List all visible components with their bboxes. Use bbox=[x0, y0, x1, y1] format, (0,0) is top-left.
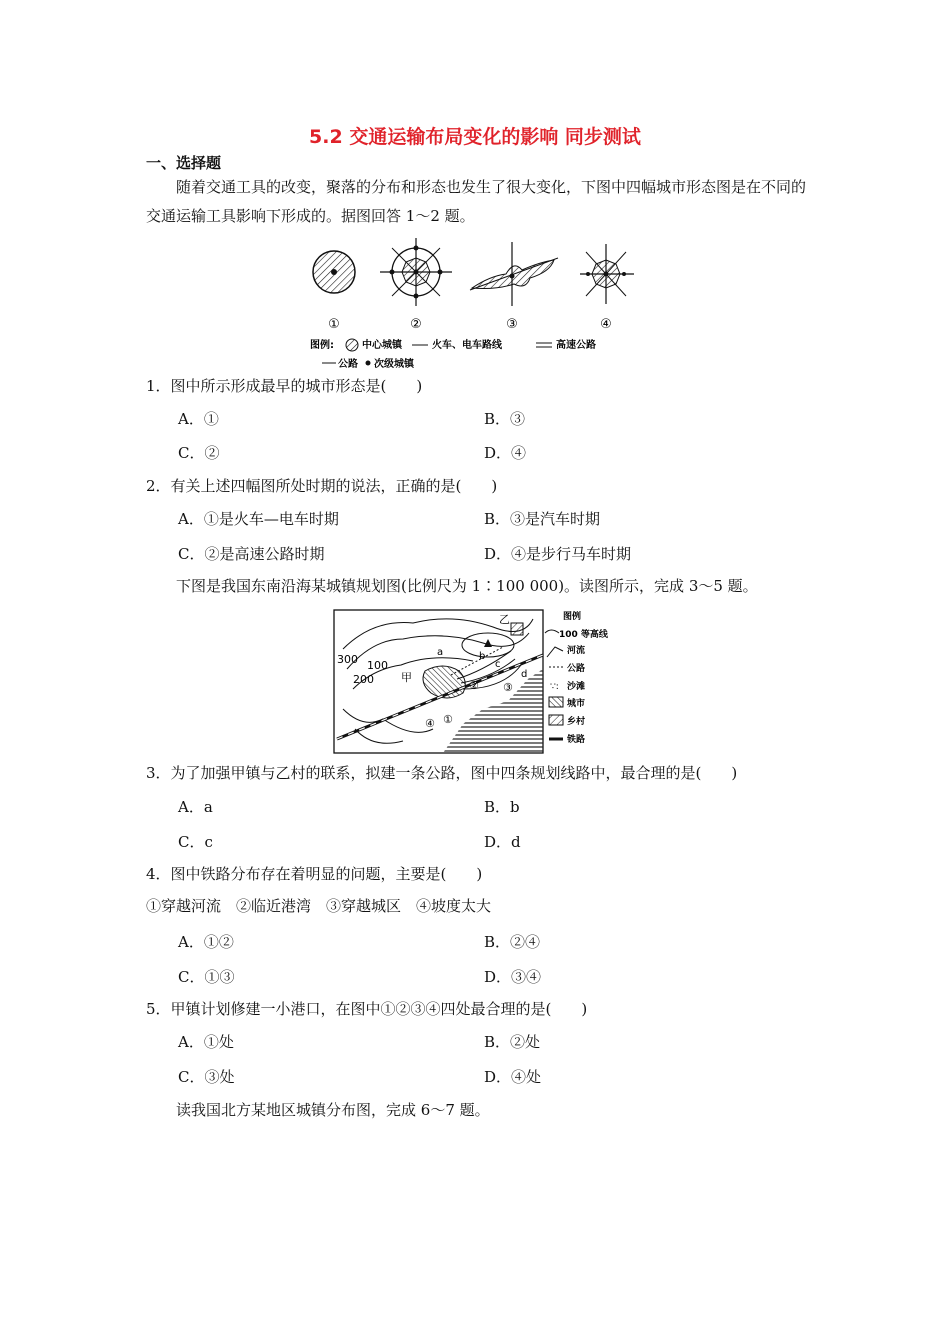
contour-100: 100 bbox=[367, 659, 388, 672]
q2-option-a[interactable]: A．①是火车—电车时期 bbox=[178, 510, 339, 528]
q5-option-b[interactable]: B．②处 bbox=[484, 1033, 541, 1051]
legend-city: 城市 bbox=[567, 699, 586, 709]
q1-option-c[interactable]: C．② bbox=[178, 444, 220, 462]
page-title: 5.2 交通运输布局变化的影响 同步测试 bbox=[309, 126, 641, 148]
question-1: 1．图中所示形成最早的城市形态是( ) bbox=[146, 377, 423, 395]
intro-paragraph-3: 读我国北方某地区城镇分布图，完成 6～7 题。 bbox=[176, 1101, 490, 1119]
legend-road-2: 公路 bbox=[567, 664, 586, 674]
city-form-2 bbox=[380, 238, 452, 306]
sand-dots-icon: ∵: bbox=[550, 682, 559, 692]
legend-center-town: 中心城镇 bbox=[362, 340, 402, 351]
q4-option-c[interactable]: C．①③ bbox=[178, 968, 235, 986]
form-label-1: ① bbox=[328, 317, 340, 332]
route-d-label: d bbox=[521, 669, 528, 680]
question-4-statements: ①穿越河流 ②临近港湾 ③穿越城区 ④坡度太大 bbox=[146, 897, 492, 915]
city-form-3 bbox=[470, 242, 558, 306]
route-c-label: c bbox=[495, 659, 501, 670]
question-5: 5．甲镇计划修建一小港口，在图中①②③④四处最合理的是( ) bbox=[146, 1000, 588, 1018]
contour-300: 300 bbox=[337, 653, 358, 666]
legend-river: 河流 bbox=[567, 646, 586, 656]
q3-option-b[interactable]: B．b bbox=[484, 798, 520, 816]
legend-title-2: 图例 bbox=[563, 612, 582, 622]
question-2: 2．有关上述四幅图所处时期的说法，正确的是( ) bbox=[146, 477, 498, 495]
site-1-label: ① bbox=[443, 713, 453, 726]
legend-rail-tram: 火车、电车路线 bbox=[432, 340, 502, 351]
question-4: 4．图中铁路分布存在着明显的问题，主要是( ) bbox=[146, 865, 483, 883]
q1-option-b[interactable]: B．③ bbox=[484, 410, 526, 428]
q4-option-d[interactable]: D．③④ bbox=[484, 968, 542, 986]
form-label-4: ④ bbox=[600, 317, 612, 332]
intro-paragraph-1: 随着交通工具的改变，聚落的分布和形态也发生了很大变化，下图中四幅城市形态图是在不同的交通运输工具影响下形成的。据图回答 1～2 题。 bbox=[146, 178, 807, 225]
q5-option-d[interactable]: D．④处 bbox=[484, 1068, 542, 1086]
site-4-label: ④ bbox=[425, 717, 435, 730]
town-planning-map bbox=[333, 609, 619, 755]
q4-option-a[interactable]: A．①② bbox=[178, 933, 234, 951]
form-label-3: ③ bbox=[506, 317, 518, 332]
site-3-label: ③ bbox=[503, 681, 513, 694]
legend-expressway: 高速公路 bbox=[556, 340, 596, 351]
intro-paragraph-2: 下图是我国东南沿海某城镇规划图(比例尺为 1∶100 000)。读图所示，完成 3～5 题。 bbox=[176, 577, 758, 595]
route-b-label: b bbox=[479, 651, 486, 662]
q1-option-a[interactable]: A．① bbox=[178, 410, 219, 428]
legend-contour: 100 等高线 bbox=[559, 630, 608, 640]
legend-railway: 铁路 bbox=[567, 735, 586, 745]
q5-option-a[interactable]: A．①处 bbox=[178, 1033, 234, 1051]
q3-option-d[interactable]: D．d bbox=[484, 833, 521, 851]
q2-option-d[interactable]: D．④是步行马车时期 bbox=[484, 545, 632, 563]
q3-option-c[interactable]: C．c bbox=[178, 833, 213, 851]
q2-option-b[interactable]: B．③是汽车时期 bbox=[484, 510, 601, 528]
city-forms-figure bbox=[300, 238, 640, 374]
legend-sub-town: 次级城镇 bbox=[374, 359, 414, 370]
legend-road: 公路 bbox=[338, 359, 358, 370]
route-a-label: a bbox=[437, 647, 444, 658]
city-form-4 bbox=[580, 244, 634, 304]
q1-option-d[interactable]: D．④ bbox=[484, 444, 527, 462]
city-form-1 bbox=[313, 251, 355, 293]
contour-200: 200 bbox=[353, 673, 374, 686]
legend-title-1: 图例: bbox=[310, 340, 334, 351]
q2-option-c[interactable]: C．②是高速公路时期 bbox=[178, 545, 325, 563]
town-jia-label: 甲 bbox=[401, 671, 412, 684]
question-3: 3．为了加强甲镇与乙村的联系，拟建一条公路，图中四条规划线路中，最合理的是( ) bbox=[146, 764, 738, 782]
legend-village: 乡村 bbox=[567, 717, 586, 727]
site-2-label: ② bbox=[469, 679, 479, 692]
q4-option-b[interactable]: B．②④ bbox=[484, 933, 541, 951]
form-label-2: ② bbox=[410, 317, 422, 332]
section-heading: 一、选择题 bbox=[146, 154, 222, 172]
legend-beach: 沙滩 bbox=[567, 682, 586, 692]
q3-option-a[interactable]: A．a bbox=[178, 798, 213, 816]
village-yi-label: 乙 bbox=[499, 613, 510, 626]
q5-option-c[interactable]: C．③处 bbox=[178, 1068, 235, 1086]
